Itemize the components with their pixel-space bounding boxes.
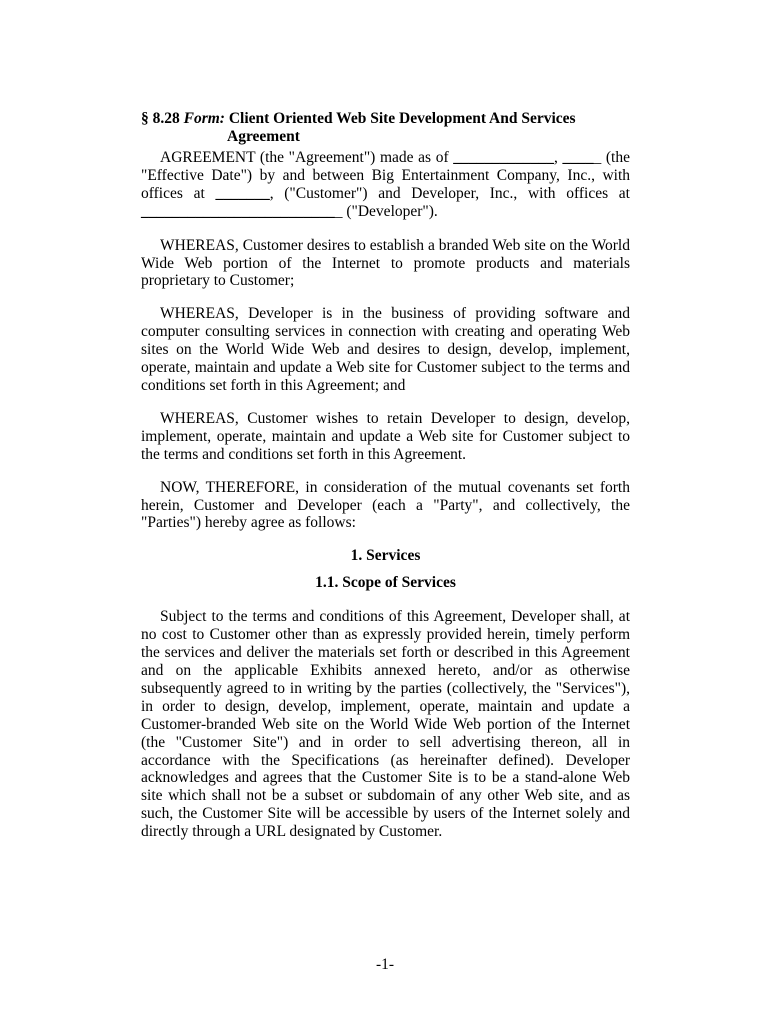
- preamble-text-4: , ("Customer") and Developer, Inc., with offices at: [269, 184, 630, 202]
- preamble-text-2: ,: [554, 149, 563, 166]
- date-blank-2: ____: [562, 149, 594, 166]
- recital-paragraph: NOW, THEREFORE, in consideration of the mutual covenants set forth herein, Customer and Developer (each a "Party", and collectively, the "Parties") hereby agree as follows:: [141, 478, 630, 532]
- document-page: [141, 110, 630, 856]
- recital-paragraph: WHEREAS, Customer desires to establish a branded Web site on the World Wide Web portion of the Internet to promote products and materials proprietary to Customer;: [141, 236, 630, 290]
- section-heading: 1. Services: [350, 547, 421, 565]
- date-blank: _____________: [453, 149, 554, 166]
- subsection-heading: 1.1. Scope of Services: [315, 574, 456, 592]
- recital-paragraph: WHEREAS, Customer wishes to retain Developer to design, develop, implement, operate, maintain and update a Web site for Customer subject to the terms and conditions set forth in this Agreement.: [141, 409, 630, 463]
- preamble-text-5: _ ("Developer").: [334, 202, 438, 220]
- form-heading: [141, 110, 630, 146]
- customer-address-blank: _______: [215, 184, 270, 202]
- form-title: Client Oriented Web Site Development And Services: [228, 110, 576, 127]
- preamble-text-3: _ (the "Effective Date") by and between Big Entertainment Company, Inc., with offices at: [141, 149, 630, 202]
- preamble-paragraph: [141, 149, 630, 221]
- page-number: -1-: [375, 956, 395, 973]
- scope-of-services-paragraph: Subject to the terms and conditions of this Agreement, Developer shall, at no cost to Customer other than as expressly provided herein, timely perform the services and deliver the materials set forth or described in this Agreement and on the applicable Exhibits annexed hereto, and/or as otherwise subsequently agreed to in writing by the parties (collectively, the "Services"), in order to design, develop, implement, operate, maintain and update a Customer-branded Web site on the World Wide Web portion of the Internet (the "Customer Site") and in order to sell advertising thereon, all in accordance with the Specifications (as hereinafter defined). Developer acknowledges and agrees that the Customer Site is to be a stand-alone Web site which shall not be a subset or subdomain of any other Web site, and as such, the Customer Site will be accessible by users of the Internet solely and directly through a URL designated by Customer.: [141, 608, 630, 841]
- form-label: Form:: [183, 110, 225, 127]
- recital-paragraph: WHEREAS, Developer is in the business of providing software and computer consulting services in connection with creating and operating Web sites on the World Wide Web and desires to design, develop, implement, operate, maintain and update a Web site for Customer subject to the terms and conditions set forth in this Agreement; and: [141, 305, 630, 394]
- form-title-continued: Agreement: [227, 128, 300, 145]
- section-number: § 8.28: [141, 110, 180, 127]
- developer-address-blank: _________________________: [141, 202, 335, 220]
- preamble-text-1: AGREEMENT (the "Agreement") made as of: [160, 149, 454, 166]
